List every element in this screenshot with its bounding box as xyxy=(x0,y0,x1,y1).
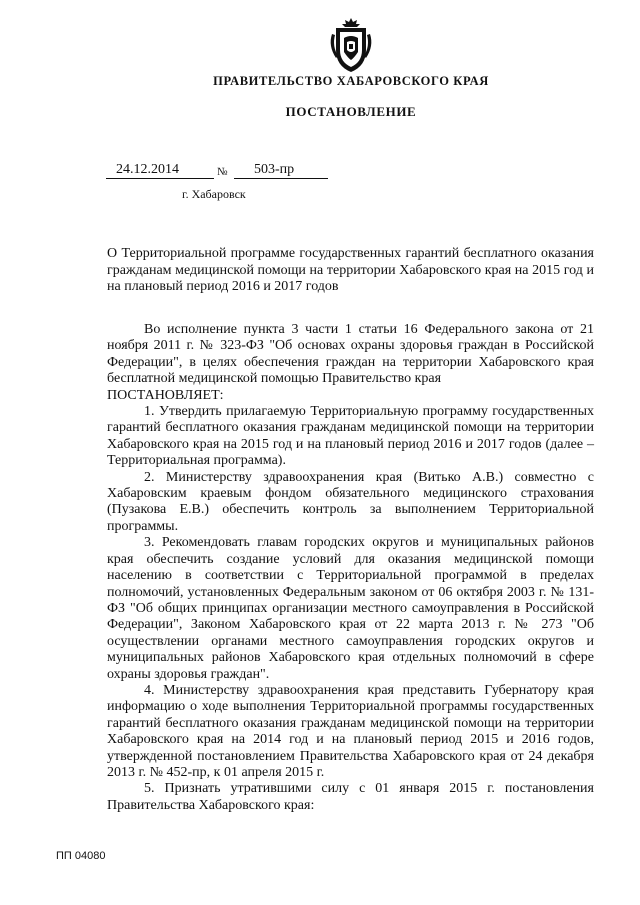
resolution-item-4: 4. Министерству здравоохранения края представить Губернатору края информацию о ходе выполнения Территориальной программы государственных гарантий бесплатного оказания гражданам медицинской помощи на территории Хабаровского края на 2014 год и на плановый период 2015 и 2016 годов, утвержденной постановлением Правительства Хабаровского края от 24 декабря 2013 г. № 452-пр, к 01 апреля 2015 г. xyxy=(107,682,594,780)
document-city: г. Хабаровск xyxy=(182,187,246,201)
resolution-item-5: 5. Признать утратившими силу с 01 января 2015 г. постановления Правительства Хабаровского края: xyxy=(107,781,594,813)
coat-of-arms-icon xyxy=(326,14,376,74)
number-sign: № xyxy=(217,166,228,178)
document-date: 24.12.2014 xyxy=(106,162,214,179)
resolution-item-2: 2. Министерству здравоохранения края (Витько А.В.) совместно с Хабаровским краевым фондом обязательного медицинского страхования (Пузакова Е.В.) обеспечить контроль за выполнением Территориальной программы. xyxy=(107,469,594,534)
document-body xyxy=(107,322,594,814)
resolution-item-1: 1. Утвердить прилагаемую Территориальную программу государственных гарантий бесплатного оказания гражданам медицинской помощи на территории Хабаровского края на 2015 год и на плановый период 2016 и 2017 годов (далее – Территориальная программа). xyxy=(107,404,594,469)
document-type: ПОСТАНОВЛЕНИЕ xyxy=(285,104,417,119)
footer-code: ПП 04080 xyxy=(56,850,106,862)
document-number: 503-пр xyxy=(234,162,328,179)
preamble-paragraph: Во исполнение пункта 3 части 1 статьи 16 Федерального закона от 21 ноября 2011 г. № 323-ФЗ "Об основах охраны здоровья граждан в Российской Федерации", в целях обеспечения граждан на территории Хабаровского края бесплатной медицинской помощью Правительство края xyxy=(107,322,594,387)
document-subject: О Территориальной программе государственных гарантий бесплатного оказания гражданам медицинской помощи на территории Хабаровского края на 2015 год и на плановый период 2016 и 2017 годов xyxy=(107,246,594,294)
resolves-heading: ПОСТАНОВЛЯЕТ: xyxy=(107,387,224,403)
government-name: ПРАВИТЕЛЬСТВО ХАБАРОВСКОГО КРАЯ xyxy=(213,74,489,88)
resolution-item-3: 3. Рекомендовать главам городских округов и муниципальных районов края обеспечить создание условий для оказания медицинской помощи населению в соответствии с Территориальной программой в пределах полномочий, установленных Федеральным законом от 06 октября 2003 г. № 131-ФЗ "Об общих принципах организации местного самоуправления в Российской Федерации", Законом Хабаровского края от 22 марта 2013 г. № 273 "Об осуществлении органами местного самоуправления городских округов и муниципальных районов Хабаровского края отдельных полномочий в сфере охраны здоровья граждан". xyxy=(107,535,594,682)
